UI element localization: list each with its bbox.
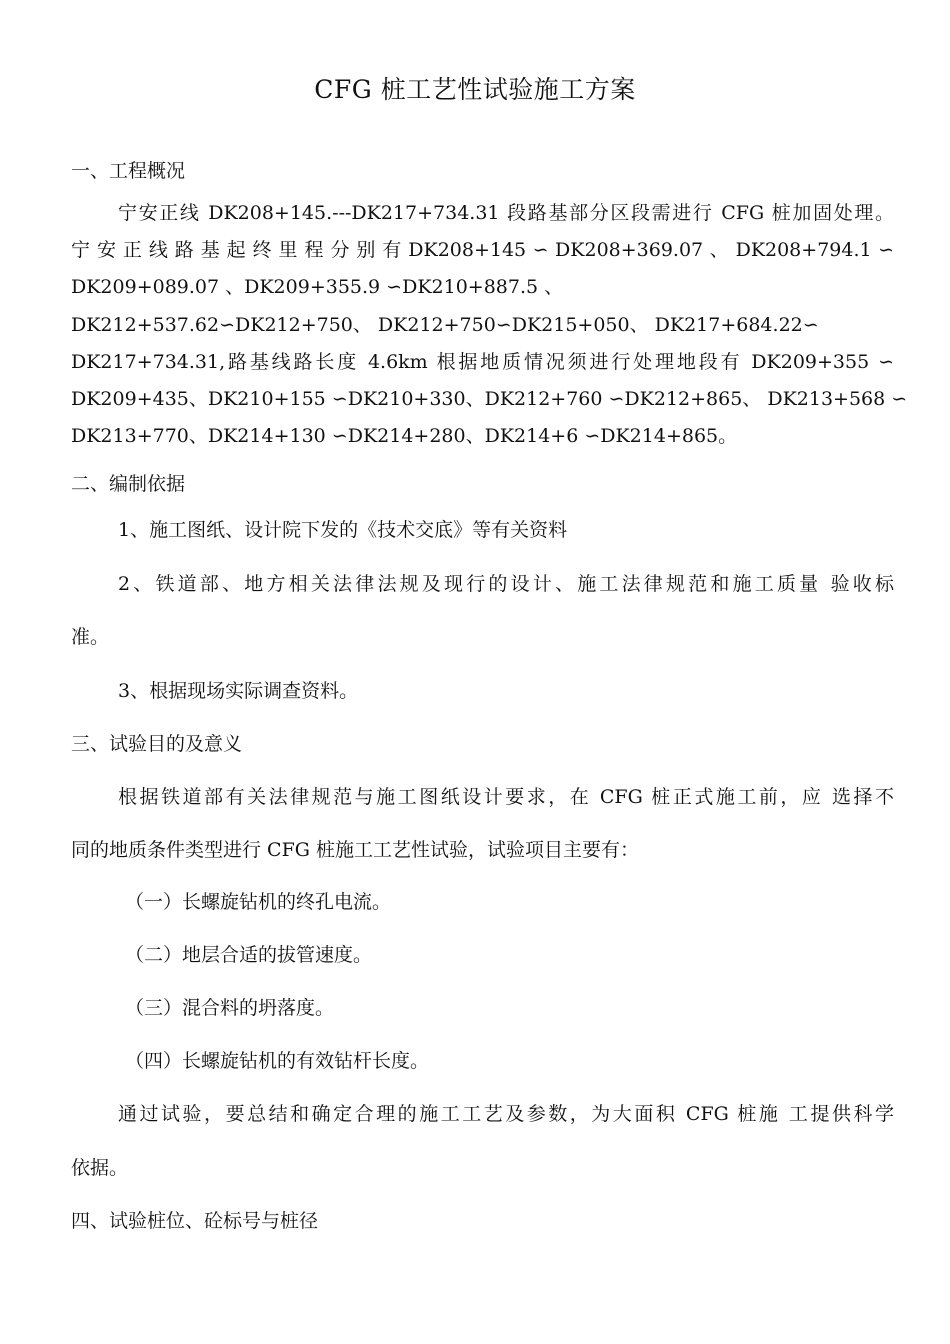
overview-line-2: 宁 安 正 线 路 基 起 终 里 程 分 别 有 DK208+145 ∽ DK208+369.07 、 DK208+794.1 ∽ <box>71 239 894 261</box>
section-heading-overview: 一、工程概况 <box>71 160 186 182</box>
section-heading-purpose: 三、试验目的及意义 <box>71 733 243 755</box>
basis-item-1: 1、施工图纸、设计院下发的《技术交底》等有关资料 <box>118 519 568 541</box>
overview-line-4: DK212+537.62∽DK212+750、 DK212+750∽DK215+050、 DK217+684.22∽ <box>71 314 819 336</box>
document-title: CFG 桩工艺性试验施工方案 <box>314 75 636 104</box>
basis-item-3: 3、根据现场实际调查资料。 <box>118 680 359 702</box>
overview-line-3: DK209+089.07 、DK209+355.9 ∽DK210+887.5 、 <box>71 276 564 298</box>
test-item: （一）长螺旋钻机的终孔电流。 <box>125 891 392 913</box>
section-heading-test-piles: 四、试验桩位、砼标号与桩径 <box>71 1210 319 1232</box>
test-item: （二）地层合适的拔管速度。 <box>125 944 373 966</box>
overview-line-5: DK217+734.31,路基线路长度 4.6km 根据地质情况须进行处理地段有 DK209+355 ∽ <box>71 351 894 373</box>
purpose-conclusion-line-2: 依据。 <box>71 1157 129 1179</box>
basis-item-2-line-1: 2、铁道部、地方相关法律法规及现行的设计、施工法律规范和施工质量 验收标 <box>118 573 894 595</box>
test-item: （三）混合料的坍落度。 <box>125 997 335 1019</box>
purpose-intro-line-2: 同的地质条件类型进行 CFG 桩施工工艺性试验，试验项目主要有： <box>71 839 639 861</box>
test-item: （四）长螺旋钻机的有效钻杆长度。 <box>125 1050 430 1072</box>
purpose-intro-line-1: 根据铁道部有关法律规范与施工图纸设计要求，在 CFG 桩正式施工前，应 选择不 <box>118 786 894 808</box>
basis-item-2-line-2: 准。 <box>71 626 110 648</box>
overview-line-7: DK213+770、DK214+130 ∽DK214+280、DK214+6 ∽DK214+865。 <box>71 425 738 447</box>
purpose-conclusion-line-1: 通过试验，要总结和确定合理的施工工艺及参数，为大面积 CFG 桩施 工提供科学 <box>118 1103 894 1125</box>
overview-line-6: DK209+435、DK210+155 ∽DK210+330、DK212+760 ∽DK212+865、 DK213+568 ∽ <box>71 388 908 410</box>
overview-line-1: 宁安正线 DK208+145.---DK217+734.31 段路基部分区段需进行 CFG 桩加固处理。 <box>118 202 894 224</box>
section-heading-basis: 二、编制依据 <box>71 473 186 495</box>
